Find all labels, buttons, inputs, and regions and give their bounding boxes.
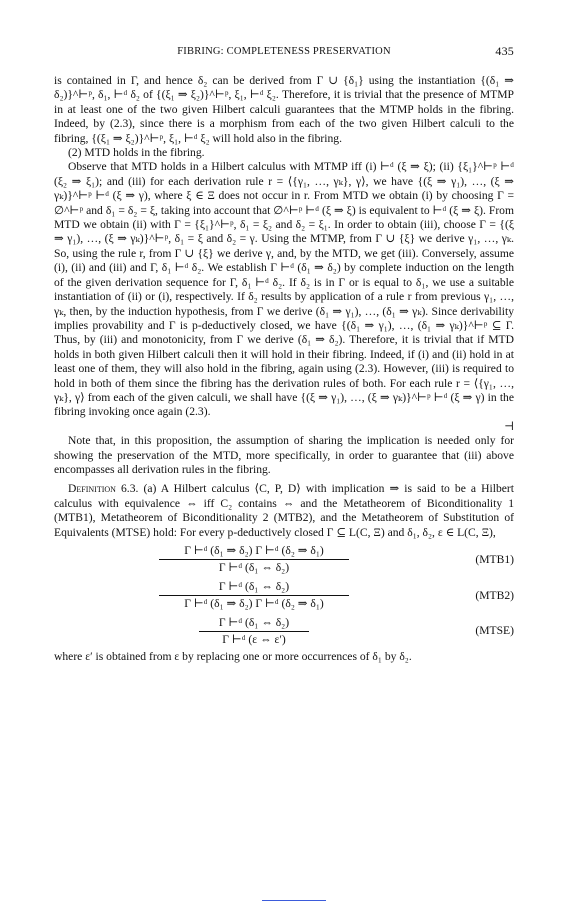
body-text [54, 74, 514, 665]
rule-premise: Γ ⊢ᵈ (δ₁ ⇔ δ₂) [218, 579, 290, 593]
rule-mtb2 [54, 580, 514, 612]
rule-tag: (MTB2) [475, 588, 514, 602]
rule-conclusion: Γ ⊢ᵈ (δ₁ ⇒ δ₂) Γ ⊢ᵈ (δ₂ ⇒ δ₁) [184, 597, 324, 611]
rule-tag: (MTSE) [475, 624, 514, 638]
running-title: FIBRING: COMPLETENESS PRESERVATION [177, 46, 391, 57]
rule-premise: Γ ⊢ᵈ (δ₁ ⇒ δ₂) Γ ⊢ᵈ (δ₂ ⇒ δ₁) [184, 544, 324, 557]
rule-mtse [54, 616, 514, 648]
definition-heading: Definition 6.3. [68, 482, 139, 496]
qed-symbol: ⊣ [504, 419, 514, 433]
page-number: 435 [495, 44, 514, 58]
page [54, 44, 514, 665]
running-header [54, 44, 514, 62]
closing-sentence: where ε′ is obtained from ε by replacing one or more occurrences of δ₁ by δ₂. [54, 650, 412, 664]
paragraph-4: Note that, in this proposition, the assumption of sharing the implication is needed only for showing the preservation of the MTD, more specifically, in order to guarantee that (iii) above encompasses all derivation rules in the fibring. [54, 434, 514, 476]
paragraph-3: Observe that MTD holds in a Hilbert calculus with MTMP iff (i) ⊢ᵈ (ξ ⇒ ξ); (ii) {ξ₁}^⊢ᵖ ⊢ᵈ (ξ₂ ⇒ ξ₁); and (iii) for each derivation rule r = ⟨{γ₁, …, γₖ}, γ⟩, we have {(ξ ⇒ γ₁), …, (ξ ⇒ γₖ)}^⊢ᵖ ⊢ᵈ (ξ ⇒ γ), where ξ ∈ Ξ does not occur in r. From MTD we obtain (i) by choosing Γ = ∅^⊢ᵖ and δ₁ = δ₂ = ξ, taking into account that ∅^⊢ᵖ ⊢ᵈ (ξ ⇒ ξ) is equivalent to ⊢ᵈ (ξ ⇒ ξ). From MTD we obtain (ii) with Γ = {ξ₁}^⊢ᵖ, δ₁ = ξ₂ and δ₂ = ξ₁. In order to obtain (iii), choose Γ = {(ξ ⇒ γ₁), …, (ξ ⇒ γₖ)}^⊢ᵖ, δ₁ = ξ and δ₂ = γ. Using the MTMP, from Γ ∪ {ξ} we derive γ₁, …, γₖ. So, using the rule r, from Γ ∪ {ξ} we derive γ, and, by the MTD, we get (iii). Conversely, assume (i), (ii) and (iii) and Γ, δ₁ ⊢ᵈ δ₂. We establish Γ ⊢ᵈ (δ₁ ⇒ δ₂) by complete induction on the length of the given derivation sequence for Γ, δ₁ ⊢ᵈ δ₂. If δ₂ is in Γ or is equal to δ₁, we use a suitable instantiation of (ii) or (i), respectively. If δ₂ results by application of a rule r from previous γ₁, …, γₖ, then, by the induction hypothesis, from Γ we derive (δ₁ ⇒ γ₁), …, (δ₁ ⇒ γₖ). Since derivability implies provability and Γ is p-deductively closed, we have {(δ₁ ⇒ γ₁), …, (δ₁ ⇒ γₖ)}^⊢ᵖ ⊆ Γ. Thus, by (iii) and monotonicity, from Γ we derive (δ₁ ⇒ δ₂). Therefore, it is trivial that if MTD holds in both given Hilbert calculi then it will hold in their fibring. Indeed, if (i) and (ii) hold in at least one of them, they will also hold in the fibring, again using (2.3). However, (iii) is required to hold in both of them since the fibring has the derivation rules of both. For each rule r = ⟨{γ₁, …, γₖ}, γ⟩ from each of the given calculi, we shall have {(ξ ⇒ γ₁), …, (ξ ⇒ γₖ)}^⊢ᵖ ⊢ᵈ (ξ ⇒ γ) in the fibring invoking once again (2.3). [54, 160, 514, 419]
paragraph-2: (2) MTD holds in the fibring. [68, 146, 205, 160]
paragraph-1: is contained in Γ, and hence δ₂ can be derived from Γ ∪ {δ₁} using the instantiation {(δ₁ ⇒ δ₂)}^⊢ᵖ, δ₁, ⊢ᵈ δ₂ of {(ξ₁ ⇒ ξ₂)}^⊢ᵖ, ξ₁, ⊢ᵈ ξ₂. Therefore, it is trivial that the presence of MTMP in at least one of the two given Hilbert calculi guarantees that the MTMP holds in the fibring. Indeed, by (2.3), since there is a morphism from each of the two given Hilbert calculi to the fibring, {(ξ₁ ⇒ ξ₂)}^⊢ᵖ, ξ₁, ⊢ᵈ ξ₂ will hold also in the fibring. [54, 74, 514, 145]
rule-conclusion: Γ ⊢ᵈ (ε ⇔ ε′) [222, 633, 286, 647]
footer-link-underline[interactable] [262, 900, 326, 901]
definition-6-3 [54, 482, 514, 540]
rule-premise: Γ ⊢ᵈ (δ₁ ⇔ δ₂) [218, 615, 290, 629]
rule-conclusion: Γ ⊢ᵈ (δ₁ ⇔ δ₂) [218, 561, 290, 575]
rule-tag: (MTB1) [475, 552, 514, 566]
rule-mtb1 [54, 544, 514, 576]
definition-text: (a) A Hilbert calculus ⟨C, P, D⟩ with implication ⇒ is said to be a Hilbert calculus with equivalence ⇔ iff C₂ contains ⇔ and the Metatheorem of Biconditionality 1 (MTB1), Metatheorem of Biconditionality 2 (MTB2), and the Metatheorem of Substitution of Equivalents (MTSE) hold: For every p-deductively closed Γ ⊆ L(C, Ξ) and δ₁, δ₂, ε ∈ L(C, Ξ), [54, 482, 514, 539]
